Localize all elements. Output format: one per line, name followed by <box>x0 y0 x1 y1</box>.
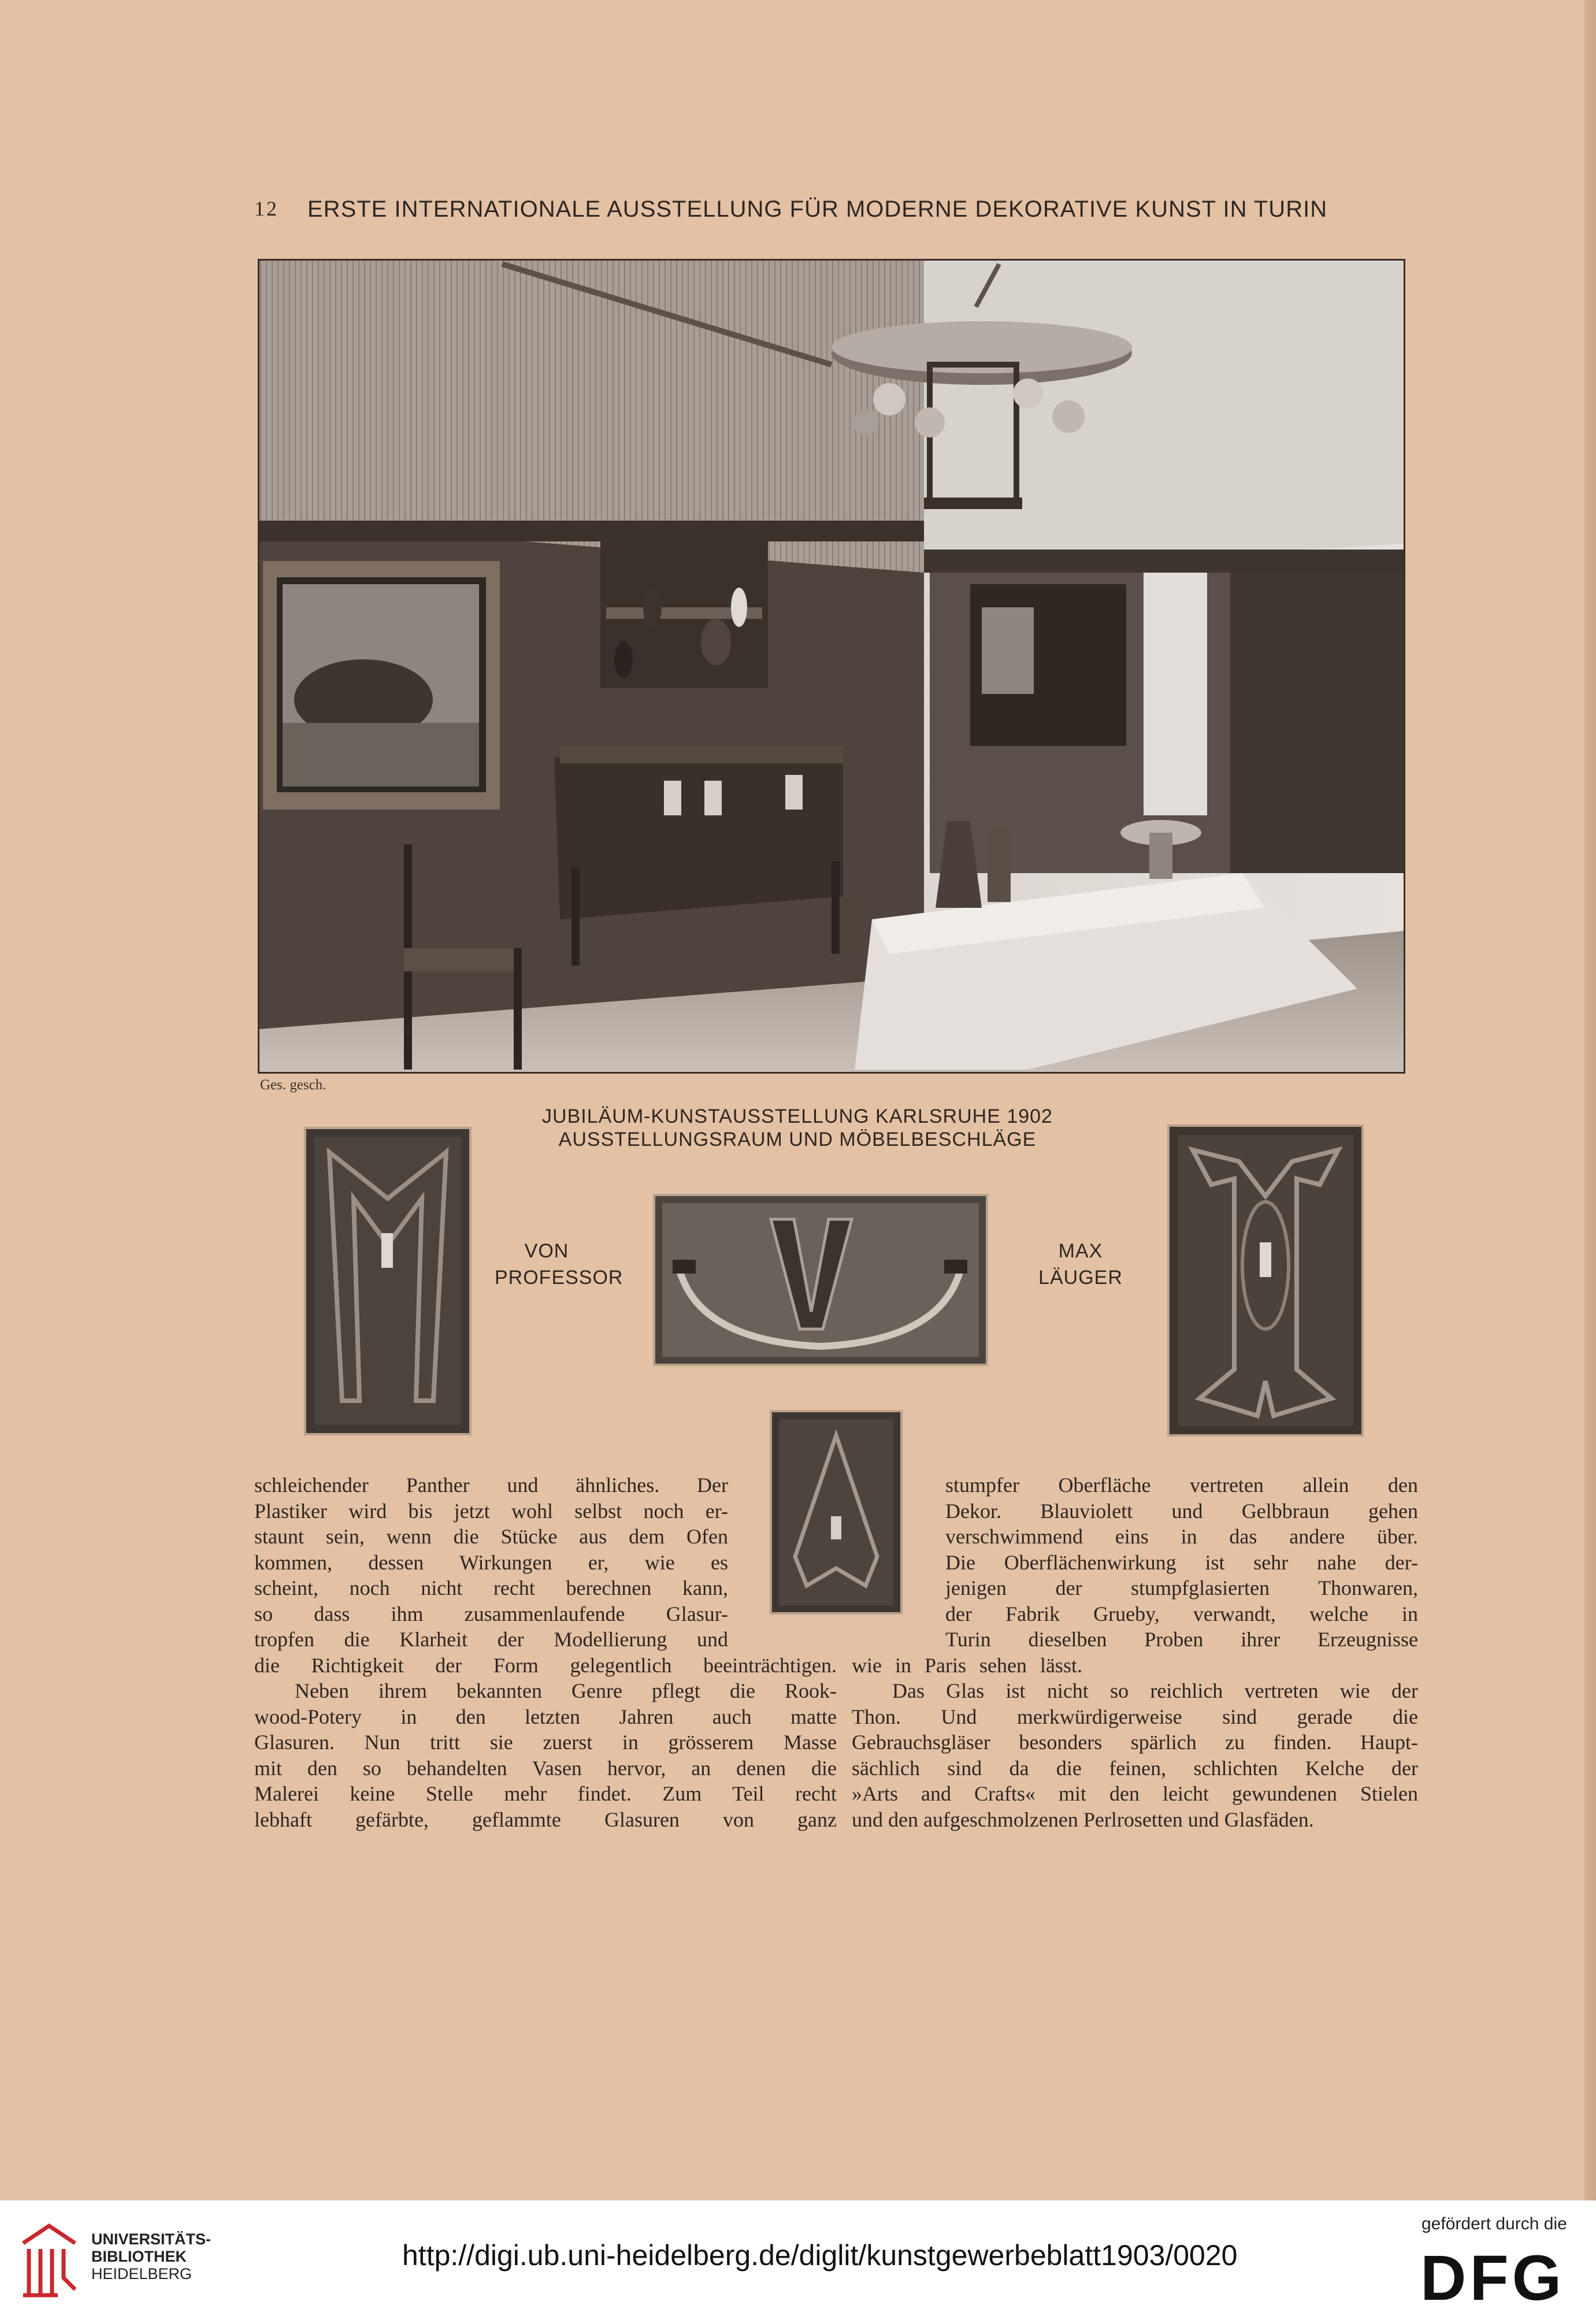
left-line-9: Neben ihrem bekannten Genre pflegt die Rook- <box>295 1679 837 1702</box>
caption-line-1: JUBILÄUM-KUNSTAUSSTELLUNG KARLSRUHE 1902 <box>542 1105 1053 1127</box>
left-line-12: mit den so behandelten Vasen hervor, an denen die <box>254 1756 837 1780</box>
library-name-line-1: UNIVERSITÄTS- <box>91 2230 211 2248</box>
left-line-13: Malerei keine Stelle mehr findet. Zum Teil recht <box>254 1782 837 1805</box>
right-line-13: »Arts and Crafts« mit den leicht gewundenen Stielen <box>852 1782 1418 1805</box>
right-line-7: Turin dieselben Proben ihrer Erzeugnisse <box>945 1628 1418 1651</box>
fitting-plate-center-handle <box>653 1194 988 1366</box>
right-line-2: Dekor. Blauviolett und Gelbbraun gehen <box>945 1499 1418 1523</box>
university-library-logo-icon <box>17 2220 81 2301</box>
right-line-10: Thon. Und merkwürdigerweise sind gerade die <box>852 1705 1418 1728</box>
right-line-1: stumpfer Oberfläche vertreten allein den <box>945 1474 1418 1497</box>
attribution-right-line-1: MAX <box>1058 1240 1103 1262</box>
left-line-14: lebhaft gefärbte, geflammte Glasuren von ganz <box>254 1807 837 1831</box>
dfg-logo-text: DFG <box>1420 2249 1565 2307</box>
right-line-8: wie in Paris sehen lässt. <box>852 1653 1082 1677</box>
attribution-right <box>1029 1238 1133 1291</box>
photo-credit: Ges. gesch. <box>260 1077 326 1093</box>
dfg-logo-icon <box>1420 2249 1576 2307</box>
right-line-12: sächlich sind da die feinen, schlichten Kelche der <box>852 1756 1418 1780</box>
left-line-11: Glasuren. Nun tritt sie zuerst in grösserem Masse <box>254 1731 837 1754</box>
permalink-url[interactable]: http://digi.ub.uni-heidelberg.de/diglit/kunstgewerbeblatt1903/0020 <box>402 2239 1238 2272</box>
left-line-1: schleichender Panther und ähnliches. Der <box>254 1474 728 1497</box>
right-line-11: Gebrauchsgläser besonders spärlich zu finden. Haupt- <box>852 1731 1418 1754</box>
right-line-9: Das Glas ist nicht so reichlich vertreten wie der <box>892 1679 1418 1702</box>
caption-line-2: AUSSTELLUNGSRAUM UND MÖBELBESCHLÄGE <box>558 1129 1037 1150</box>
footer-bar <box>0 2200 1596 2316</box>
funding-note: gefördert durch die <box>1421 2214 1567 2233</box>
library-name-line-2: BIBLIOTHEK <box>91 2248 187 2265</box>
running-header <box>254 196 1387 225</box>
right-line-5: jenigen der stumpfglasierten Thonwaren, <box>945 1576 1418 1599</box>
text-column-right <box>852 1472 1418 1832</box>
left-line-4: kommen, dessen Wirkungen er, wie es <box>254 1550 728 1574</box>
left-line-3: staunt sein, wenn die Stücke aus dem Ofen <box>254 1525 728 1548</box>
library-name-line-3: HEIDELBERG <box>91 2265 192 2282</box>
left-line-2: Plastiker wird bis jetzt wohl selbst noch er- <box>254 1499 728 1523</box>
fitting-plate-right <box>1167 1124 1364 1437</box>
running-title: ERSTE INTERNATIONALE AUSSTELLUNG FÜR MODERNE DEKORATIVE KUNST IN TURIN <box>307 196 1328 222</box>
left-line-10: wood-Potery in den letzten Jahren auch matte <box>254 1705 837 1728</box>
attribution-right-line-2: LÄUGER <box>1038 1267 1123 1289</box>
page-number: 12 <box>254 197 279 220</box>
attribution-left-line-1: VON <box>524 1240 569 1262</box>
attribution-left <box>495 1238 623 1291</box>
fitting-plate-left <box>304 1127 472 1435</box>
right-line-4: Die Oberflächenwirkung ist sehr nahe der- <box>945 1550 1418 1574</box>
exhibition-room-photo <box>258 259 1405 1074</box>
text-column-left <box>254 1472 837 1832</box>
right-line-14: und den aufgeschmolzenen Perlrosetten und Glasfäden. <box>852 1807 1314 1831</box>
left-line-8: die Richtigkeit der Form gelegentlich beeinträchtigen. <box>254 1653 837 1677</box>
right-line-3: verschwimmend eins in das andere über. <box>945 1525 1418 1548</box>
attribution-left-line-2: PROFESSOR <box>495 1267 623 1289</box>
left-line-6: so dass ihm zusammenlaufende Glasur- <box>254 1602 728 1625</box>
left-line-7: tropfen die Klarheit der Modellierung und <box>254 1628 728 1651</box>
left-line-5: scheint, noch nicht recht berechnen kann, <box>254 1576 728 1599</box>
right-line-6: der Fabrik Grueby, verwandt, welche in <box>945 1602 1418 1625</box>
library-name <box>91 2230 211 2282</box>
